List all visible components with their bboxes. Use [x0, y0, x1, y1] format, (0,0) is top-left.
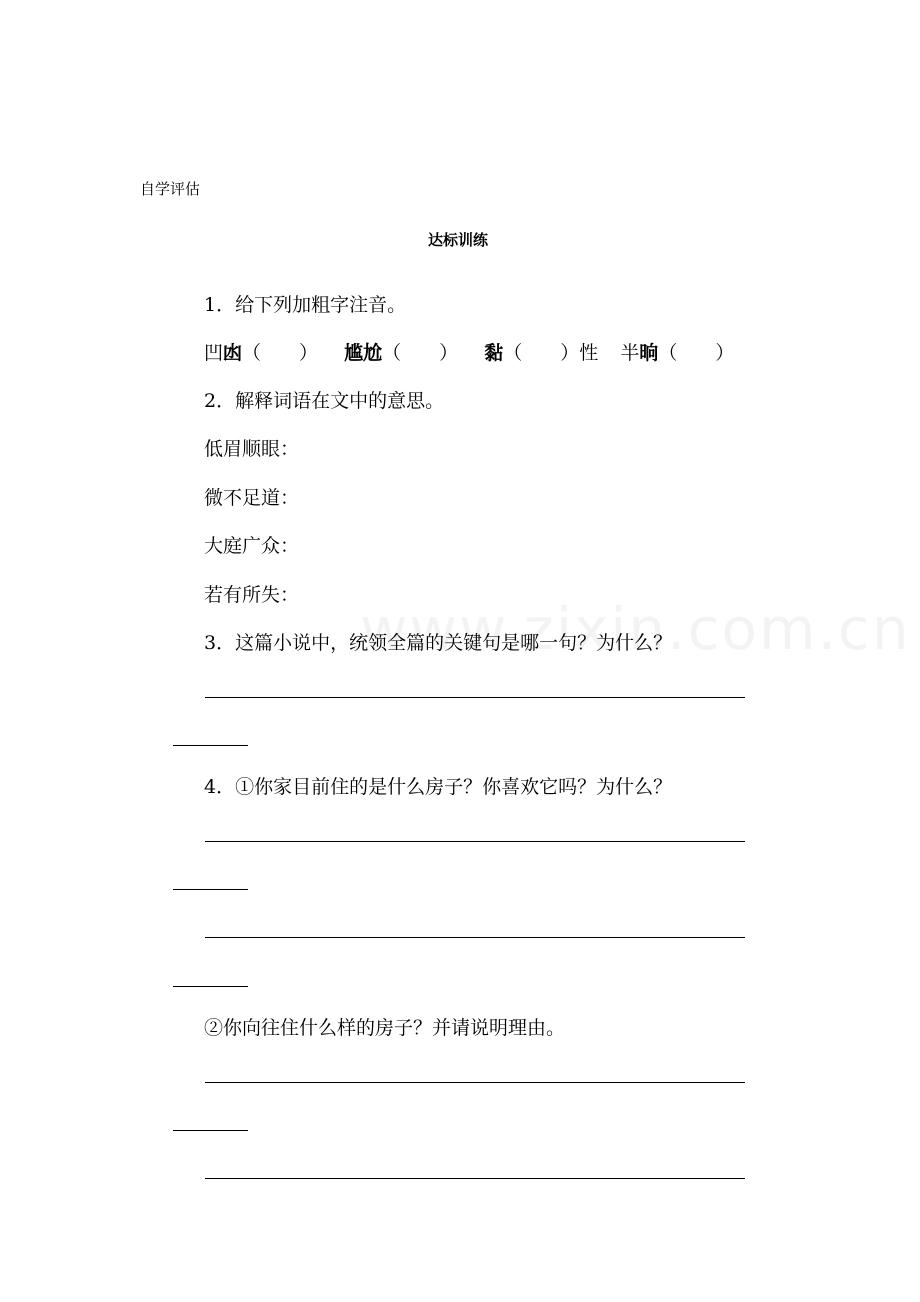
q1-item-blank: （ ）	[242, 342, 319, 364]
answer-line-long	[205, 841, 745, 842]
question-3-prompt: 3．这篇小说中，统领全篇的关键句是哪一句？为什么？	[204, 632, 673, 654]
q1-item-bold: 晌	[639, 342, 659, 364]
question-1-prompt: 1．给下列加粗字注音。	[204, 294, 407, 316]
answer-line-short	[173, 986, 248, 987]
answer-line-short	[173, 1130, 248, 1131]
q1-item-bold: 黏	[484, 342, 504, 364]
q1-item-bold: 凼	[223, 342, 243, 364]
q1-item-blank: （ ）	[382, 342, 459, 364]
question-1-items	[204, 338, 734, 365]
answer-line-long	[205, 1178, 745, 1179]
question-2-prompt: 2．解释词语在文中的意思。	[204, 390, 445, 412]
term-line: 大庭广众：	[204, 535, 300, 557]
term-line: 若有所失：	[204, 584, 300, 606]
term-line: 微不足道：	[204, 487, 300, 509]
answer-line-long	[205, 697, 745, 698]
answer-line-long	[205, 937, 745, 938]
q1-item-plain: 半	[620, 342, 640, 364]
q1-item-plain: 凹	[204, 342, 224, 364]
section-label: 自学评估	[140, 180, 201, 198]
term-line: 低眉顺眼：	[204, 438, 300, 460]
page-title: 达标训练	[428, 231, 489, 249]
question-4-sub-prompt: ②你向往住什么样的房子？并请说明理由。	[204, 1017, 566, 1039]
answer-line-short	[173, 745, 248, 746]
question-4-prompt: 4．①你家目前住的是什么房子？你喜欢它吗？为什么？	[204, 776, 673, 798]
q1-item-blank: （ ）性	[503, 342, 599, 364]
q1-item-blank: （ ）	[658, 342, 735, 364]
answer-line-short	[173, 889, 248, 890]
q1-item-bold: 尴尬	[344, 342, 383, 364]
answer-line-long	[205, 1082, 745, 1083]
